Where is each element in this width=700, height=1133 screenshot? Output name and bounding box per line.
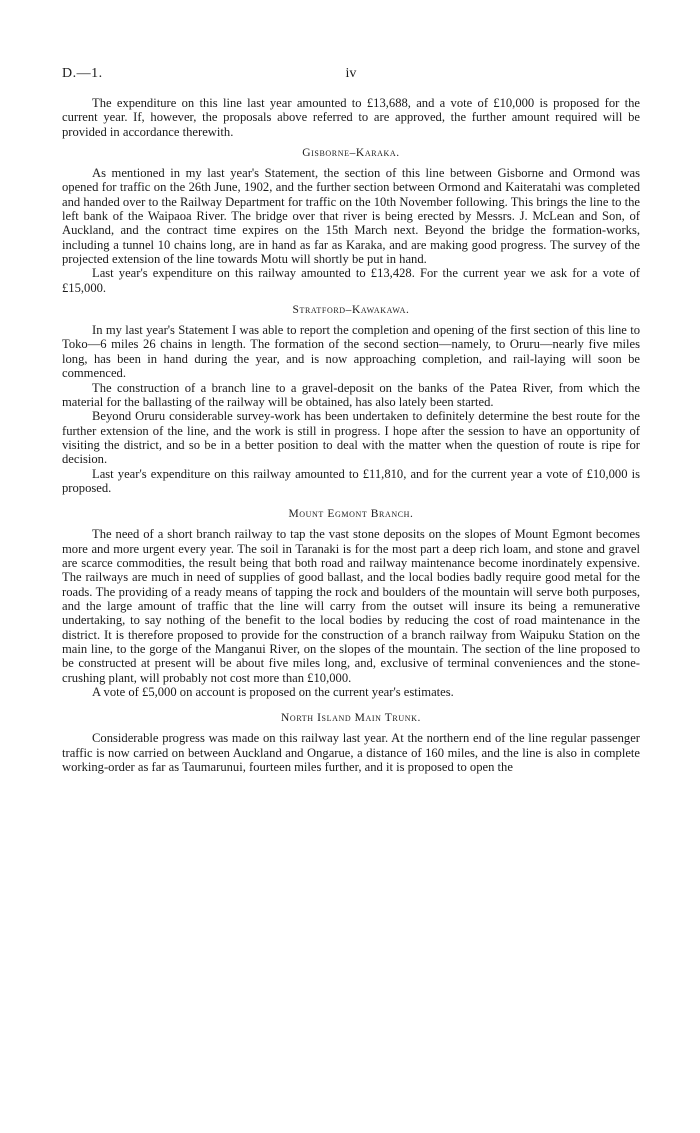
section-heading-mount-egmont-branch: Mount Egmont Branch. xyxy=(288,508,414,521)
page-header xyxy=(62,66,640,86)
section-heading-gisborne-karaka: Gisborne–Karaka. xyxy=(302,147,400,160)
page-number: iv xyxy=(345,66,357,81)
section-heading-stratford-kawakawa: Stratford–Kawakawa. xyxy=(292,304,410,317)
stratford-paragraph-3: Beyond Oruru considerable survey-work has been undertaken to definitely determine the best route for the further extension of the line, and the work is still in progress. I hope after the session to have an opportunity of visiting the district, and so be in a better position to deal with the matter when the question of route is ripe for decision. xyxy=(62,409,640,467)
document-reference: D.—1. xyxy=(62,66,103,81)
egmont-paragraph-2: A vote of £5,000 on account is proposed on the current year's estimates. xyxy=(92,685,454,700)
gisborne-paragraph-2: Last year's expenditure on this railway amounted to £13,428. For the current year we ask for a vote of £15,000. xyxy=(62,266,640,295)
egmont-paragraph-1: The need of a short branch railway to tap the vast stone deposits on the slopes of Mount Egmont becomes more and more urgent every year. The soil in Taranaki is for the most part a deep rich loam, and stone and gravel are scarce commodities, the result being that both road and railway maintenance become inordinately expensive. The railways are much in need of supplies of good ballast, and the local bodies badly require good metal for the roads. The providing of a ready means of tapping the rock and boulders of the mountain will serve both purposes, and the large amount of traffic that the line will carry from the outset will insure its being a remunerative undertaking, to say nothing of the benefit to the local bodies by reducing the cost of road maintenance in the district. It is therefore proposed to provide for the construction of a branch railway from Waipuku Station on the main line, to the gorge of the Manganui River, on the slopes of the mountain. The section of the line proposed to be constructed at present will be about five miles long, and, exclusive of terminal conveniences and the stone-crushing plant, will probably not cost more than £10,000. xyxy=(62,527,640,685)
stratford-paragraph-4: Last year's expenditure on this railway amounted to £11,810, and for the current year a vote of £10,000 is proposed. xyxy=(62,466,640,495)
stratford-paragraph-1: In my last year's Statement I was able to report the completion and opening of the first section of this line to Toko—6 miles 26 chains in length. The formation of the second section—namely, to Oruru—nearly five miles long, has been in hand during the year, and is now approaching completion, and rail-laying will soon be commenced. xyxy=(62,323,640,381)
section-heading-north-island-main-trunk: North Island Main Trunk. xyxy=(281,712,421,725)
gisborne-paragraph-1: As mentioned in my last year's Statement, the section of this line between Gisborne and Ormond was opened for traffic on the 26th June, 1902, and the further section between Ormond and Kaiteratahi was completed and handed over to the Railway Department for traffic on the 10th November following. This brings the line to the left bank of the Waipaoa River. The bridge over that river is being erected by Messrs. J. McLean and Son, of Auckland, and the contract time expires on the 15th March next. Beyond the bridge the formation-works, including a tunnel 10 chains long, are in hand as far as Karaka, and are making good progress. The survey of the projected extension of the line towards Motu will shortly be put in hand. xyxy=(62,166,640,267)
intro-paragraph-1: The expenditure on this line last year amounted to £13,688, and a vote of £10,000 is proposed for the current year. If, however, the proposals above referred to are approved, the further amount required will be provided in accordance therewith. xyxy=(62,96,640,139)
stratford-paragraph-2: The construction of a branch line to a gravel-deposit on the banks of the Patea River, from which the material for the ballasting of the railway will be obtained, has also lately been started. xyxy=(62,380,640,409)
page-body xyxy=(62,96,640,774)
trunk-paragraph-1: Considerable progress was made on this railway last year. At the northern end of the line regular passenger traffic is now carried on between Auckland and Ongarue, a distance of 160 miles, and the line is also in complete working-order as far as Taumarunui, fourteen miles further, and it is proposed to open the xyxy=(62,731,640,775)
